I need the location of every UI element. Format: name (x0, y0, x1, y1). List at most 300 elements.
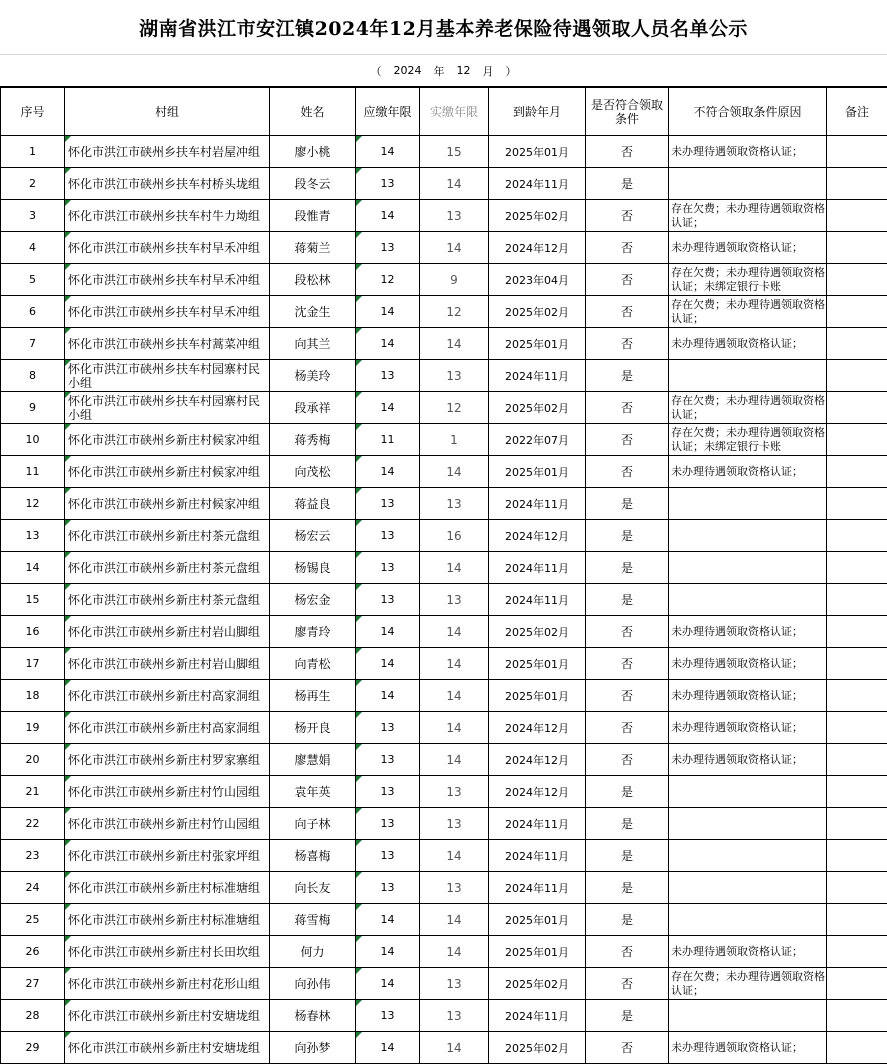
cell-actual-years[interactable]: 13 (420, 808, 489, 840)
cell-remark[interactable] (827, 520, 887, 552)
cell-due-years[interactable]: 14 (356, 200, 420, 232)
cell-remark[interactable] (827, 680, 887, 712)
cell-reason[interactable]: 未办理待遇领取资格认证； (669, 456, 827, 488)
title-row (0, 0, 887, 55)
cell-remark[interactable] (827, 712, 887, 744)
cell-reason[interactable]: 未办理待遇领取资格认证； (669, 744, 827, 776)
cell-eligible[interactable]: 是 (586, 584, 669, 616)
cell-eligible[interactable]: 否 (586, 712, 669, 744)
cell-due-years[interactable]: 12 (356, 264, 420, 296)
cell-age-month[interactable]: 2024年11月 (489, 584, 586, 616)
period-month: 12 (457, 64, 471, 77)
cell-eligible[interactable]: 否 (586, 616, 669, 648)
cell-seq[interactable]: 5 (1, 264, 65, 296)
cell-actual-years[interactable]: 13 (420, 1000, 489, 1032)
cell-name[interactable]: 蒋雪梅 (270, 904, 356, 936)
cell-age-month[interactable]: 2025年01月 (489, 328, 586, 360)
cell-seq[interactable]: 23 (1, 840, 65, 872)
cell-due-years[interactable]: 13 (356, 776, 420, 808)
cell-reason[interactable] (669, 872, 827, 904)
cell-actual-years[interactable]: 9 (420, 264, 489, 296)
cell-village[interactable]: 怀化市洪江市硖州乡扶车村早禾冲组 (65, 296, 270, 328)
cell-seq[interactable]: 10 (1, 424, 65, 456)
cell-name[interactable]: 杨锡良 (270, 552, 356, 584)
cell-seq[interactable]: 16 (1, 616, 65, 648)
cell-village[interactable]: 怀化市洪江市硖州乡新庄村候家冲组 (65, 488, 270, 520)
table-row (1, 872, 887, 904)
cell-seq[interactable]: 17 (1, 648, 65, 680)
table-row (1, 840, 887, 872)
cell-village[interactable]: 怀化市洪江市硖州乡扶车村园寨村民小组 (65, 360, 270, 392)
cell-age-month[interactable]: 2022年07月 (489, 424, 586, 456)
cell-reason[interactable]: 存在欠费；未办理待遇领取资格认证； (669, 296, 827, 328)
table-row (1, 232, 887, 264)
cell-village[interactable]: 怀化市洪江市硖州乡扶车村园寨村民小组 (65, 392, 270, 424)
cell-reason[interactable] (669, 808, 827, 840)
cell-seq[interactable]: 12 (1, 488, 65, 520)
cell-seq[interactable]: 19 (1, 712, 65, 744)
cell-name[interactable]: 廖青玲 (270, 616, 356, 648)
cell-eligible[interactable]: 否 (586, 136, 669, 168)
cell-actual-years[interactable]: 14 (420, 1032, 489, 1064)
cell-remark[interactable] (827, 616, 887, 648)
cell-name[interactable]: 杨春林 (270, 1000, 356, 1032)
table-body (1, 136, 887, 1064)
cell-actual-years[interactable]: 1 (420, 424, 489, 456)
header-eligible[interactable]: 是否符合领取条件 (586, 88, 669, 136)
cell-seq[interactable]: 11 (1, 456, 65, 488)
cell-due-years[interactable]: 14 (356, 328, 420, 360)
cell-eligible[interactable]: 否 (586, 936, 669, 968)
cell-due-years[interactable]: 13 (356, 168, 420, 200)
cell-actual-years[interactable]: 14 (420, 616, 489, 648)
cell-village[interactable]: 怀化市洪江市硖州乡新庄村候家冲组 (65, 424, 270, 456)
cell-village[interactable]: 怀化市洪江市硖州乡新庄村高家洞组 (65, 680, 270, 712)
cell-due-years[interactable]: 14 (356, 296, 420, 328)
cell-eligible[interactable]: 是 (586, 552, 669, 584)
cell-name[interactable]: 沈金生 (270, 296, 356, 328)
cell-actual-years[interactable]: 14 (420, 904, 489, 936)
cell-seq[interactable]: 13 (1, 520, 65, 552)
cell-age-month[interactable]: 2025年01月 (489, 456, 586, 488)
cell-age-month[interactable]: 2024年12月 (489, 776, 586, 808)
cell-age-month[interactable]: 2025年01月 (489, 904, 586, 936)
table-row (1, 680, 887, 712)
cell-remark[interactable] (827, 1032, 887, 1064)
cell-seq[interactable]: 8 (1, 360, 65, 392)
header-age-month[interactable]: 到龄年月 (489, 88, 586, 136)
table-row (1, 360, 887, 392)
cell-due-years[interactable]: 14 (356, 616, 420, 648)
cell-age-month[interactable]: 2025年01月 (489, 680, 586, 712)
cell-name[interactable]: 向茂松 (270, 456, 356, 488)
cell-remark[interactable] (827, 392, 887, 424)
cell-seq[interactable]: 7 (1, 328, 65, 360)
cell-due-years[interactable]: 11 (356, 424, 420, 456)
cell-seq[interactable]: 29 (1, 1032, 65, 1064)
cell-seq[interactable]: 3 (1, 200, 65, 232)
cell-village[interactable]: 怀化市洪江市硖州乡新庄村张家坪组 (65, 840, 270, 872)
cell-seq[interactable]: 28 (1, 1000, 65, 1032)
cell-reason[interactable] (669, 584, 827, 616)
cell-reason[interactable]: 存在欠费；未办理待遇领取资格认证；未绑定银行卡账 (669, 424, 827, 456)
cell-seq[interactable]: 4 (1, 232, 65, 264)
cell-remark[interactable] (827, 808, 887, 840)
cell-age-month[interactable]: 2024年11月 (489, 808, 586, 840)
cell-reason[interactable] (669, 776, 827, 808)
cell-due-years[interactable]: 13 (356, 552, 420, 584)
cell-age-month[interactable]: 2025年02月 (489, 200, 586, 232)
cell-remark[interactable] (827, 648, 887, 680)
cell-name[interactable]: 蒋秀梅 (270, 424, 356, 456)
cell-eligible[interactable]: 是 (586, 840, 669, 872)
header-village[interactable]: 村组 (65, 88, 270, 136)
cell-name[interactable]: 杨开良 (270, 712, 356, 744)
cell-eligible[interactable]: 否 (586, 328, 669, 360)
cell-actual-years[interactable]: 14 (420, 168, 489, 200)
cell-reason[interactable] (669, 840, 827, 872)
cell-actual-years[interactable]: 13 (420, 776, 489, 808)
cell-reason[interactable]: 存在欠费；未办理待遇领取资格认证；未绑定银行卡账 (669, 264, 827, 296)
cell-eligible[interactable]: 否 (586, 424, 669, 456)
cell-seq[interactable]: 20 (1, 744, 65, 776)
cell-seq[interactable]: 2 (1, 168, 65, 200)
cell-age-month[interactable]: 2024年12月 (489, 520, 586, 552)
cell-eligible[interactable]: 是 (586, 520, 669, 552)
cell-eligible[interactable]: 否 (586, 968, 669, 1000)
cell-eligible[interactable]: 否 (586, 264, 669, 296)
cell-actual-years[interactable]: 14 (420, 456, 489, 488)
cell-reason[interactable]: 存在欠费；未办理待遇领取资格认证； (669, 968, 827, 1000)
table-row (1, 392, 887, 424)
period-open-paren: （ (371, 63, 382, 79)
cell-seq[interactable]: 21 (1, 776, 65, 808)
table-row (1, 520, 887, 552)
cell-village[interactable]: 怀化市洪江市硖州乡扶车村牛力坳组 (65, 200, 270, 232)
cell-eligible[interactable]: 否 (586, 200, 669, 232)
cell-seq[interactable]: 1 (1, 136, 65, 168)
cell-due-years[interactable]: 14 (356, 456, 420, 488)
cell-village[interactable]: 怀化市洪江市硖州乡新庄村高家洞组 (65, 712, 270, 744)
cell-reason[interactable]: 未办理待遇领取资格认证； (669, 648, 827, 680)
cell-name[interactable]: 杨再生 (270, 680, 356, 712)
cell-age-month[interactable]: 2025年02月 (489, 1032, 586, 1064)
cell-due-years[interactable]: 13 (356, 840, 420, 872)
cell-name[interactable]: 廖慧娟 (270, 744, 356, 776)
cell-reason[interactable] (669, 1000, 827, 1032)
cell-seq[interactable]: 26 (1, 936, 65, 968)
cell-due-years[interactable]: 14 (356, 648, 420, 680)
cell-village[interactable]: 怀化市洪江市硖州乡新庄村标准塘组 (65, 872, 270, 904)
cell-eligible[interactable]: 否 (586, 1032, 669, 1064)
cell-reason[interactable]: 存在欠费；未办理待遇领取资格认证； (669, 200, 827, 232)
cell-name[interactable]: 段惟青 (270, 200, 356, 232)
cell-reason[interactable]: 存在欠费；未办理待遇领取资格认证； (669, 392, 827, 424)
cell-village[interactable]: 怀化市洪江市硖州乡新庄村标准塘组 (65, 904, 270, 936)
cell-age-month[interactable]: 2024年11月 (489, 840, 586, 872)
cell-actual-years[interactable]: 14 (420, 936, 489, 968)
cell-name[interactable]: 向其兰 (270, 328, 356, 360)
cell-due-years[interactable]: 14 (356, 392, 420, 424)
cell-age-month[interactable]: 2023年04月 (489, 264, 586, 296)
cell-eligible[interactable]: 是 (586, 904, 669, 936)
table-row (1, 456, 887, 488)
cell-eligible[interactable]: 否 (586, 648, 669, 680)
table-row (1, 904, 887, 936)
cell-remark[interactable] (827, 904, 887, 936)
cell-village[interactable]: 怀化市洪江市硖州乡新庄村竹山园组 (65, 776, 270, 808)
cell-actual-years[interactable]: 14 (420, 552, 489, 584)
cell-due-years[interactable]: 13 (356, 584, 420, 616)
cell-eligible[interactable]: 是 (586, 488, 669, 520)
cell-due-years[interactable]: 13 (356, 712, 420, 744)
cell-remark[interactable] (827, 872, 887, 904)
cell-seq[interactable]: 9 (1, 392, 65, 424)
cell-reason[interactable] (669, 488, 827, 520)
cell-eligible[interactable]: 是 (586, 360, 669, 392)
header-reason[interactable]: 不符合领取条件原因 (669, 88, 827, 136)
cell-name[interactable]: 廖小桃 (270, 136, 356, 168)
cell-age-month[interactable]: 2025年02月 (489, 616, 586, 648)
table-row (1, 328, 887, 360)
cell-name[interactable]: 杨美玲 (270, 360, 356, 392)
cell-due-years[interactable]: 13 (356, 360, 420, 392)
cell-age-month[interactable]: 2025年01月 (489, 136, 586, 168)
cell-age-month[interactable]: 2025年02月 (489, 296, 586, 328)
cell-eligible[interactable]: 是 (586, 808, 669, 840)
cell-name[interactable]: 蒋益良 (270, 488, 356, 520)
cell-remark[interactable] (827, 936, 887, 968)
cell-due-years[interactable]: 14 (356, 968, 420, 1000)
cell-eligible[interactable]: 是 (586, 776, 669, 808)
cell-village[interactable]: 怀化市洪江市硖州乡新庄村茶元盘组 (65, 584, 270, 616)
cell-due-years[interactable]: 14 (356, 936, 420, 968)
cell-seq[interactable]: 18 (1, 680, 65, 712)
cell-seq[interactable]: 25 (1, 904, 65, 936)
cell-reason[interactable] (669, 552, 827, 584)
cell-actual-years[interactable]: 14 (420, 648, 489, 680)
cell-age-month[interactable]: 2025年02月 (489, 392, 586, 424)
cell-remark[interactable] (827, 200, 887, 232)
period-year-unit: 年 (434, 63, 445, 79)
cell-age-month[interactable]: 2024年11月 (489, 168, 586, 200)
cell-due-years[interactable]: 14 (356, 1032, 420, 1064)
cell-age-month[interactable]: 2024年12月 (489, 712, 586, 744)
cell-actual-years[interactable]: 16 (420, 520, 489, 552)
cell-age-month[interactable]: 2024年12月 (489, 232, 586, 264)
cell-eligible[interactable]: 否 (586, 232, 669, 264)
cell-reason[interactable]: 未办理待遇领取资格认证； (669, 1032, 827, 1064)
table-row (1, 808, 887, 840)
header-actual-years[interactable]: 实缴年限 (420, 88, 489, 136)
table-row (1, 648, 887, 680)
cell-village[interactable]: 怀化市洪江市硖州乡新庄村茶元盘组 (65, 520, 270, 552)
page-title: 湖南省洪江市安江镇2024年12月基本养老保险待遇领取人员名单公示 (139, 14, 748, 41)
cell-seq[interactable]: 24 (1, 872, 65, 904)
cell-age-month[interactable]: 2024年11月 (489, 552, 586, 584)
cell-name[interactable]: 袁年英 (270, 776, 356, 808)
cell-eligible[interactable]: 否 (586, 392, 669, 424)
cell-eligible[interactable]: 否 (586, 680, 669, 712)
cell-village[interactable]: 怀化市洪江市硖州乡扶车村早禾冲组 (65, 264, 270, 296)
cell-village[interactable]: 怀化市洪江市硖州乡扶车村桥头垅组 (65, 168, 270, 200)
cell-age-month[interactable]: 2024年11月 (489, 1000, 586, 1032)
cell-actual-years[interactable]: 14 (420, 744, 489, 776)
cell-remark[interactable] (827, 552, 887, 584)
period-month-unit: 月 (483, 63, 494, 79)
cell-reason[interactable]: 未办理待遇领取资格认证； (669, 712, 827, 744)
table-row (1, 744, 887, 776)
cell-name[interactable]: 段松林 (270, 264, 356, 296)
cell-reason[interactable] (669, 168, 827, 200)
cell-reason[interactable]: 未办理待遇领取资格认证； (669, 232, 827, 264)
cell-village[interactable]: 怀化市洪江市硖州乡新庄村岩山脚组 (65, 648, 270, 680)
cell-actual-years[interactable]: 13 (420, 584, 489, 616)
cell-name[interactable]: 何力 (270, 936, 356, 968)
cell-age-month[interactable]: 2024年12月 (489, 744, 586, 776)
cell-village[interactable]: 怀化市洪江市硖州乡新庄村长田坎组 (65, 936, 270, 968)
cell-name[interactable]: 段冬云 (270, 168, 356, 200)
cell-village[interactable]: 怀化市洪江市硖州乡新庄村茶元盘组 (65, 552, 270, 584)
cell-age-month[interactable]: 2025年01月 (489, 648, 586, 680)
cell-actual-years[interactable]: 13 (420, 360, 489, 392)
cell-age-month[interactable]: 2024年11月 (489, 872, 586, 904)
cell-actual-years[interactable]: 14 (420, 712, 489, 744)
cell-remark[interactable] (827, 168, 887, 200)
cell-village[interactable]: 怀化市洪江市硖州乡扶车村早禾冲组 (65, 232, 270, 264)
cell-remark[interactable] (827, 584, 887, 616)
cell-reason[interactable]: 未办理待遇领取资格认证； (669, 680, 827, 712)
cell-remark[interactable] (827, 840, 887, 872)
cell-due-years[interactable]: 13 (356, 744, 420, 776)
table-row (1, 776, 887, 808)
cell-due-years[interactable]: 13 (356, 232, 420, 264)
table-row (1, 296, 887, 328)
cell-name[interactable]: 段承祥 (270, 392, 356, 424)
cell-actual-years[interactable]: 13 (420, 872, 489, 904)
cell-eligible[interactable]: 是 (586, 1000, 669, 1032)
cell-reason[interactable] (669, 520, 827, 552)
cell-name[interactable]: 向孙梦 (270, 1032, 356, 1064)
cell-remark[interactable] (827, 968, 887, 1000)
period-year: 2024 (394, 64, 422, 77)
cell-remark[interactable] (827, 264, 887, 296)
cell-village[interactable]: 怀化市洪江市硖州乡新庄村安塘垅组 (65, 1032, 270, 1064)
cell-age-month[interactable]: 2024年11月 (489, 360, 586, 392)
table-row (1, 968, 887, 1000)
header-due-years[interactable]: 应缴年限 (356, 88, 420, 136)
cell-reason[interactable]: 未办理待遇领取资格认证； (669, 328, 827, 360)
period-close-paren: ） (506, 63, 517, 79)
cell-due-years[interactable]: 14 (356, 136, 420, 168)
cell-eligible[interactable]: 否 (586, 296, 669, 328)
cell-remark[interactable] (827, 776, 887, 808)
cell-name[interactable]: 向青松 (270, 648, 356, 680)
cell-name[interactable]: 向子林 (270, 808, 356, 840)
cell-actual-years[interactable]: 12 (420, 296, 489, 328)
cell-village[interactable]: 怀化市洪江市硖州乡扶车村蒿菜冲组 (65, 328, 270, 360)
header-remark[interactable]: 备注 (827, 88, 887, 136)
cell-due-years[interactable]: 13 (356, 872, 420, 904)
cell-seq[interactable]: 6 (1, 296, 65, 328)
cell-due-years[interactable]: 13 (356, 808, 420, 840)
cell-eligible[interactable]: 否 (586, 744, 669, 776)
cell-reason[interactable]: 未办理待遇领取资格认证； (669, 136, 827, 168)
table-row (1, 264, 887, 296)
cell-seq[interactable]: 27 (1, 968, 65, 1000)
cell-remark[interactable] (827, 488, 887, 520)
cell-reason[interactable]: 未办理待遇领取资格认证； (669, 616, 827, 648)
cell-seq[interactable]: 14 (1, 552, 65, 584)
cell-reason[interactable] (669, 904, 827, 936)
cell-name[interactable]: 向孙伟 (270, 968, 356, 1000)
cell-eligible[interactable]: 是 (586, 168, 669, 200)
cell-actual-years[interactable]: 15 (420, 136, 489, 168)
cell-actual-years[interactable]: 13 (420, 200, 489, 232)
cell-village[interactable]: 怀化市洪江市硖州乡新庄村候家冲组 (65, 456, 270, 488)
cell-name[interactable]: 杨宏云 (270, 520, 356, 552)
cell-actual-years[interactable]: 12 (420, 392, 489, 424)
cell-actual-years[interactable]: 14 (420, 328, 489, 360)
cell-age-month[interactable]: 2025年01月 (489, 936, 586, 968)
cell-village[interactable]: 怀化市洪江市硖州乡新庄村竹山园组 (65, 808, 270, 840)
cell-age-month[interactable]: 2024年11月 (489, 488, 586, 520)
header-seq[interactable]: 序号 (1, 88, 65, 136)
cell-age-month[interactable]: 2025年02月 (489, 968, 586, 1000)
cell-village[interactable]: 怀化市洪江市硖州乡新庄村罗家寨组 (65, 744, 270, 776)
cell-remark[interactable] (827, 136, 887, 168)
cell-name[interactable]: 杨喜梅 (270, 840, 356, 872)
cell-eligible[interactable]: 是 (586, 872, 669, 904)
cell-name[interactable]: 杨宏金 (270, 584, 356, 616)
cell-actual-years[interactable]: 14 (420, 840, 489, 872)
header-name[interactable]: 姓名 (270, 88, 356, 136)
cell-seq[interactable]: 22 (1, 808, 65, 840)
cell-actual-years[interactable]: 14 (420, 232, 489, 264)
cell-due-years[interactable]: 13 (356, 1000, 420, 1032)
cell-reason[interactable] (669, 360, 827, 392)
cell-remark[interactable] (827, 296, 887, 328)
cell-remark[interactable] (827, 1000, 887, 1032)
cell-village[interactable]: 怀化市洪江市硖州乡新庄村安塘垅组 (65, 1000, 270, 1032)
cell-reason[interactable]: 未办理待遇领取资格认证； (669, 936, 827, 968)
cell-actual-years[interactable]: 14 (420, 680, 489, 712)
cell-due-years[interactable]: 13 (356, 488, 420, 520)
cell-actual-years[interactable]: 13 (420, 968, 489, 1000)
cell-remark[interactable] (827, 424, 887, 456)
cell-due-years[interactable]: 14 (356, 680, 420, 712)
cell-actual-years[interactable]: 13 (420, 488, 489, 520)
cell-name[interactable]: 向长友 (270, 872, 356, 904)
table-row (1, 552, 887, 584)
cell-remark[interactable] (827, 744, 887, 776)
table-row (1, 168, 887, 200)
cell-due-years[interactable]: 13 (356, 520, 420, 552)
cell-village[interactable]: 怀化市洪江市硖州乡新庄村岩山脚组 (65, 616, 270, 648)
cell-remark[interactable] (827, 456, 887, 488)
cell-seq[interactable]: 15 (1, 584, 65, 616)
cell-village[interactable]: 怀化市洪江市硖州乡新庄村花形山组 (65, 968, 270, 1000)
cell-remark[interactable] (827, 328, 887, 360)
cell-remark[interactable] (827, 232, 887, 264)
table-row (1, 584, 887, 616)
cell-village[interactable]: 怀化市洪江市硖州乡扶车村岩屋冲组 (65, 136, 270, 168)
cell-eligible[interactable]: 否 (586, 456, 669, 488)
table-row (1, 1032, 887, 1064)
cell-name[interactable]: 蒋菊兰 (270, 232, 356, 264)
cell-remark[interactable] (827, 360, 887, 392)
cell-due-years[interactable]: 14 (356, 904, 420, 936)
